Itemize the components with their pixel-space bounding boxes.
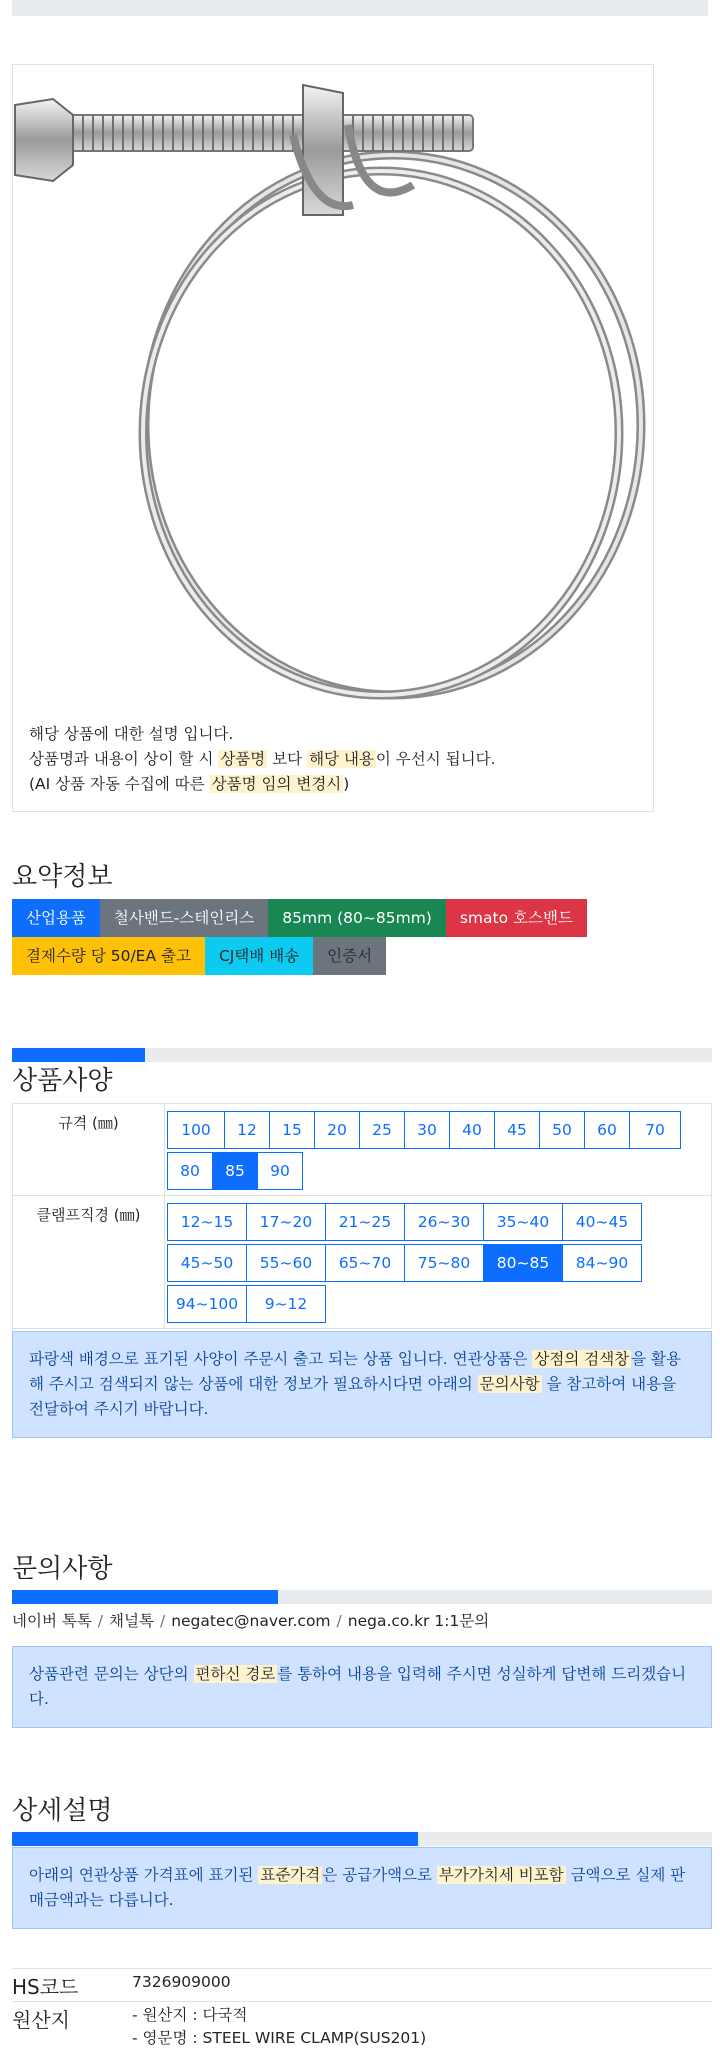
hs-code-label: HS코드: [12, 1969, 132, 2002]
highlight-name-change: 상품명 임의 변경시: [210, 775, 344, 793]
spec-option-button[interactable]: 70: [629, 1111, 681, 1149]
summary-badge: 철사밴드-스테인리스: [100, 899, 268, 937]
spec-notice: [12, 1331, 712, 1438]
spec-title: 상품사양: [12, 1060, 112, 1097]
top-divider: [12, 0, 708, 16]
spec-option-button[interactable]: 50: [539, 1111, 585, 1149]
spec-row-label: 클램프직경 (㎜): [13, 1196, 165, 1329]
spec-option-button[interactable]: 80: [167, 1152, 213, 1190]
highlight-route: 편하신 경로: [194, 1665, 278, 1683]
summary-badge: 85mm (80~85mm): [268, 899, 446, 937]
spec-option-button[interactable]: 80~85: [483, 1244, 563, 1282]
spec-option-button[interactable]: 12: [224, 1111, 270, 1149]
spec-option-group: [165, 1196, 711, 1328]
contact-channel-link[interactable]: negatec@naver.com: [171, 1612, 330, 1630]
spec-option-button[interactable]: 85: [212, 1152, 258, 1190]
spec-options-cell: [165, 1104, 712, 1196]
spec-option-button[interactable]: 35~40: [483, 1203, 563, 1241]
spec-option-button[interactable]: 45~50: [167, 1244, 247, 1282]
origin-label: 원산지: [12, 2002, 132, 2050]
notice-text: 아래의 연관상품 가격표에 표기된: [29, 1866, 258, 1884]
highlight-product-name: 상품명: [218, 750, 267, 768]
spec-option-button[interactable]: 30: [404, 1111, 450, 1149]
product-info-table: [12, 1968, 712, 2050]
summary-badges: [12, 899, 720, 975]
spec-row-label: 규격 (㎜): [13, 1104, 165, 1196]
summary-badge: 결제수량 당 50/EA 출고: [12, 937, 205, 975]
contact-separator: /: [98, 1612, 103, 1630]
highlight-standard-price: 표준가격: [258, 1866, 322, 1884]
product-image-card: [12, 64, 654, 812]
contact-separator: /: [160, 1612, 165, 1630]
description-text: 이 우선시 됩니다.: [376, 750, 496, 768]
origin-english-name: - 영문명 : STEEL WIRE CLAMP(SUS201): [132, 2027, 712, 2050]
highlight-vat: 부가가치세 비포함: [437, 1866, 566, 1884]
highlight-content: 해당 내용: [307, 750, 376, 768]
description-text: ): [343, 775, 349, 793]
inquiry-progress-bar: [12, 1590, 712, 1604]
description-line-2: [29, 747, 496, 772]
contact-channel-link[interactable]: 채널톡: [109, 1612, 154, 1630]
spec-option-button[interactable]: 40: [449, 1111, 495, 1149]
detail-title: 상세설명: [12, 1790, 112, 1827]
notice-text: 은 공급가액으로: [322, 1866, 437, 1884]
wire-clamp-image: [13, 65, 655, 813]
spec-option-button[interactable]: 15: [269, 1111, 315, 1149]
spec-option-button[interactable]: 60: [584, 1111, 630, 1149]
spec-option-button[interactable]: 100: [167, 1111, 225, 1149]
spec-option-button[interactable]: 26~30: [404, 1203, 484, 1241]
highlight-search: 상점의 검색창: [532, 1350, 631, 1368]
summary-badge: CJ택배 배송: [205, 937, 313, 975]
detail-progress-fill: [12, 1832, 418, 1846]
spec-option-button[interactable]: 75~80: [404, 1244, 484, 1282]
summary-badge: 인증서: [313, 937, 386, 975]
spec-option-button[interactable]: 90: [257, 1152, 303, 1190]
hs-code-row: [12, 1969, 712, 2002]
inquiry-progress-fill: [12, 1590, 278, 1604]
notice-text: 을 참고하여 내용을 전달하여 주시기 바랍니다.: [29, 1375, 676, 1418]
spec-option-button[interactable]: 40~45: [562, 1203, 642, 1241]
notice-text: 를 통하여 내용을 입력해 주시면 성실하게 답변해 드리겠습니다.: [29, 1665, 686, 1708]
summary-badge: smato 호스밴드: [446, 899, 587, 937]
spec-option-button[interactable]: 21~25: [325, 1203, 405, 1241]
product-description: [29, 722, 496, 797]
hs-code-value: 7326909000: [132, 1969, 712, 2002]
description-line-3: [29, 772, 496, 797]
notice-text: 파랑색 배경으로 표기된 사양이 주문시 출고 되는 상품 입니다. 연관상품은: [29, 1350, 532, 1368]
spec-option-button[interactable]: 65~70: [325, 1244, 405, 1282]
spec-option-button[interactable]: 55~60: [246, 1244, 326, 1282]
summary-title: 요약정보: [12, 856, 112, 893]
contact-channel-link[interactable]: 네이버 톡톡: [12, 1612, 92, 1630]
detail-progress-bar: [12, 1832, 712, 1846]
spec-option-button[interactable]: 20: [314, 1111, 360, 1149]
spec-option-button[interactable]: 25: [359, 1111, 405, 1149]
inquiry-title: 문의사항: [12, 1548, 112, 1585]
spec-option-button[interactable]: 45: [494, 1111, 540, 1149]
spec-option-button[interactable]: 17~20: [246, 1203, 326, 1241]
summary-badge: 산업용품: [12, 899, 100, 937]
contact-channel-link[interactable]: nega.co.kr 1:1문의: [348, 1612, 489, 1630]
notice-text: 을 활용해 주시고 검색되지 않는 상품에 대한 정보가 필요하시다면 아래의: [29, 1350, 681, 1393]
spec-option-button[interactable]: 84~90: [562, 1244, 642, 1282]
inquiry-notice: [12, 1646, 712, 1728]
origin-country: - 원산지 : 다국적: [132, 2004, 712, 2027]
spec-row: [13, 1104, 712, 1196]
description-text: 상품명과 내용이 상이 할 시: [29, 750, 218, 768]
notice-text: 금액으로 실제 판매금액과는 다릅니다.: [29, 1866, 685, 1909]
spec-row: [13, 1196, 712, 1329]
spec-table: [12, 1103, 712, 1329]
detail-notice: [12, 1847, 712, 1929]
spec-option-button[interactable]: 12~15: [167, 1203, 247, 1241]
description-line-1: 해당 상품에 대한 설명 입니다.: [29, 722, 496, 747]
notice-text: 상품관련 문의는 상단의: [29, 1665, 194, 1683]
contact-channels: [12, 1609, 489, 1631]
description-text: (AI 상품 자동 수집에 따른: [29, 775, 210, 793]
spec-option-group: [165, 1104, 711, 1195]
description-text: 보다: [267, 750, 307, 768]
highlight-inquiry: 문의사항: [478, 1375, 542, 1393]
contact-separator: /: [337, 1612, 342, 1630]
spec-option-button[interactable]: 9~12: [246, 1285, 326, 1323]
spec-progress-bar: [12, 1048, 712, 1062]
spec-options-cell: [165, 1196, 712, 1329]
spec-option-button[interactable]: 94~100: [167, 1285, 247, 1323]
